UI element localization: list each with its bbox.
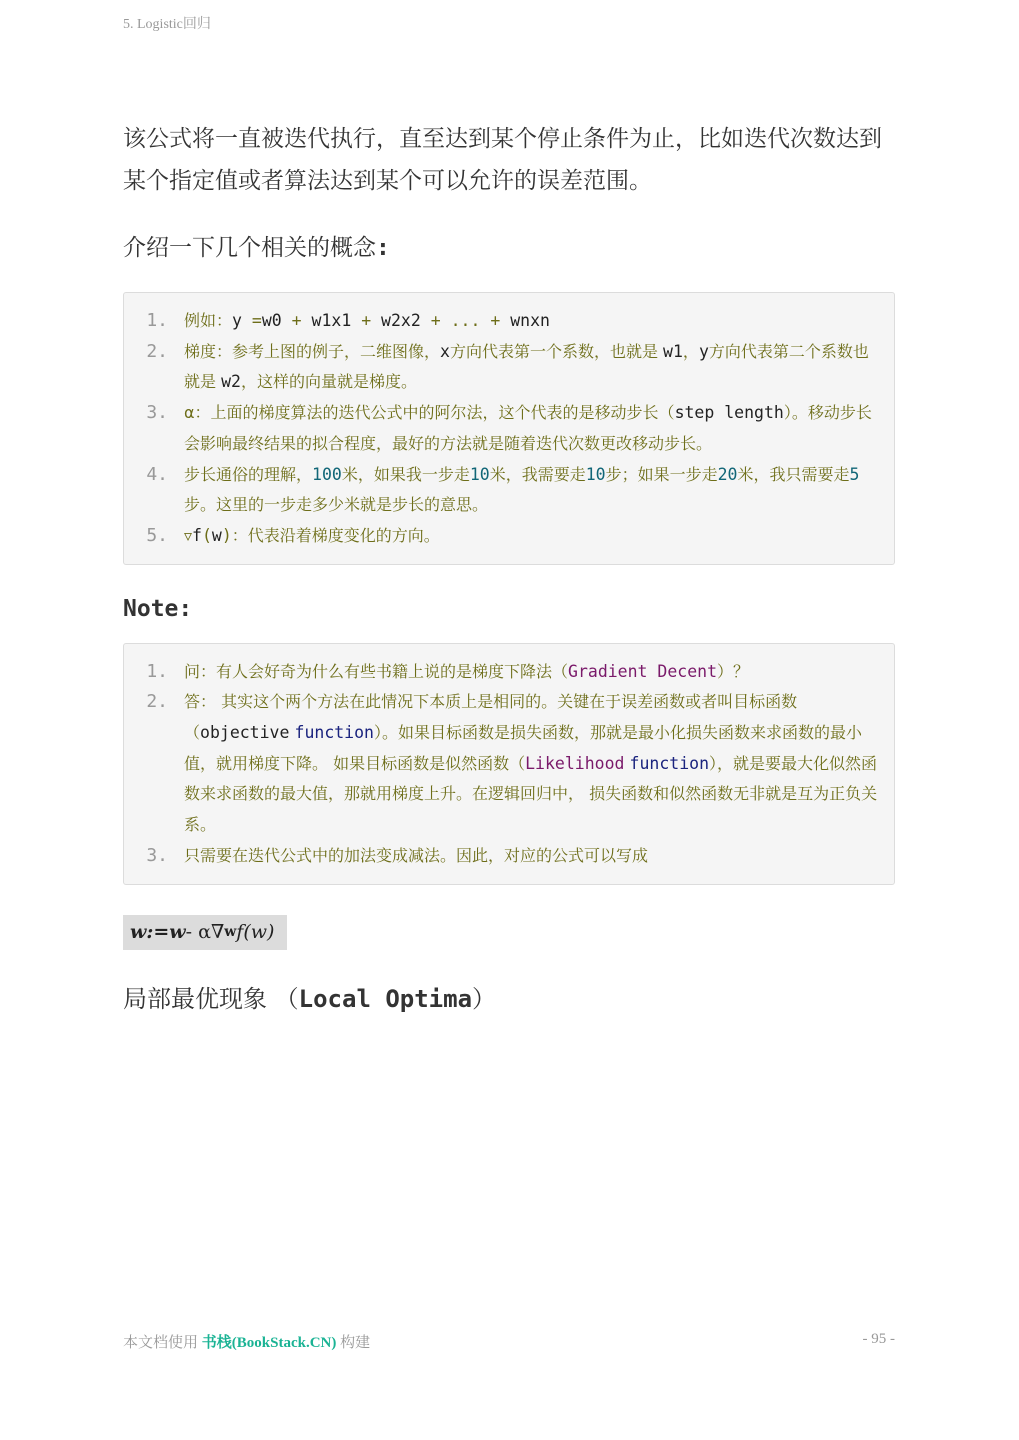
code-line-text: α：上面的梯度算法的迭代公式中的阿尔法，这个代表的是移动步长（step length）。移动步长会影响最终结果的拟合程度，最好的方法就是随着迭代次数更改移动步长。 (184, 403, 872, 453)
footer-credit: 本文档使用 书栈(BookStack.CN) 构建 (123, 1335, 371, 1351)
section-title: 局部最优现象 （Local Optima） (123, 984, 497, 1013)
code-line-text: ▿f(w)：代表沿着梯度变化的方向。 (184, 525, 440, 545)
line-number: 1. (146, 310, 168, 331)
code-line-text: 例如：y =w0 + w1x1 + w2x2 + ... + wnxn (184, 311, 550, 330)
intro-paragraph: 该公式将一直被迭代执行，直至达到某个停止条件为止，比如迭代次数达到某个指定值或者算法达到某个可以允许的误差范围。 (123, 126, 882, 194)
bookstack-link[interactable]: 书栈(BookStack.CN) (201, 1335, 337, 1351)
concepts-heading (123, 232, 895, 264)
line-number: 2. (146, 691, 168, 713)
code-line (124, 306, 880, 337)
concepts-code-block (123, 292, 895, 565)
code-line (124, 460, 880, 521)
note-heading: Note: (123, 595, 193, 622)
line-number: 3. (146, 844, 168, 866)
page-content (123, 118, 895, 1016)
code-line (124, 521, 880, 552)
concepts-heading-colon: : (376, 235, 390, 261)
code-line-text: 步长通俗的理解，100米，如果我一步走10米，我需要走10步；如果一步走20米，我只需要走5步。这里的一步走多少米就是步长的意思。 (184, 464, 860, 515)
code-line (124, 657, 880, 688)
running-title: 5. Logistic回归 (123, 17, 211, 32)
note-code-block (123, 643, 895, 885)
page-number: - 95 - (862, 1331, 895, 1347)
line-number: 5. (146, 524, 168, 546)
code-line (124, 841, 880, 872)
line-number: 3. (146, 402, 168, 424)
code-line (124, 337, 880, 398)
code-line-text: 问：有人会好奇为什么有些书籍上说的是梯度下降法（Gradient Decent）？ (184, 661, 750, 681)
line-number: 2. (146, 340, 168, 362)
line-number: 1. (146, 660, 168, 682)
code-line-text: 梯度：参考上图的例子，二维图像，x方向代表第一个系数，也就是 w1，y方向代表第二个系数也就是 w2，这样的向量就是梯度。 (184, 341, 869, 392)
concepts-heading-text: 介绍一下几个相关的概念 (123, 235, 376, 261)
formula-image: w := w - α∇ w f(w) (123, 915, 287, 950)
line-number: 4. (146, 463, 168, 485)
code-line (124, 687, 880, 841)
code-line-text: 只需要在迭代公式中的加法变成减法。因此，对应的公式可以写成 (184, 845, 649, 865)
code-line (124, 398, 880, 459)
code-line-text: 答： 其实这个两个方法在此情况下本质上是相同的。关键在于误差函数或者叫目标函数（objective function）。如果目标函数是损失函数，那就是最小化损失函数来求函数的最小值，就用梯度下降。 如果目标函数是似然函数（Likelihood function），就是要最大化似然函数来求函数的最大值，那就用梯度上升。在逻辑回归中， 损失函数和似然函数无非就是互为正负关系。 (184, 692, 878, 835)
